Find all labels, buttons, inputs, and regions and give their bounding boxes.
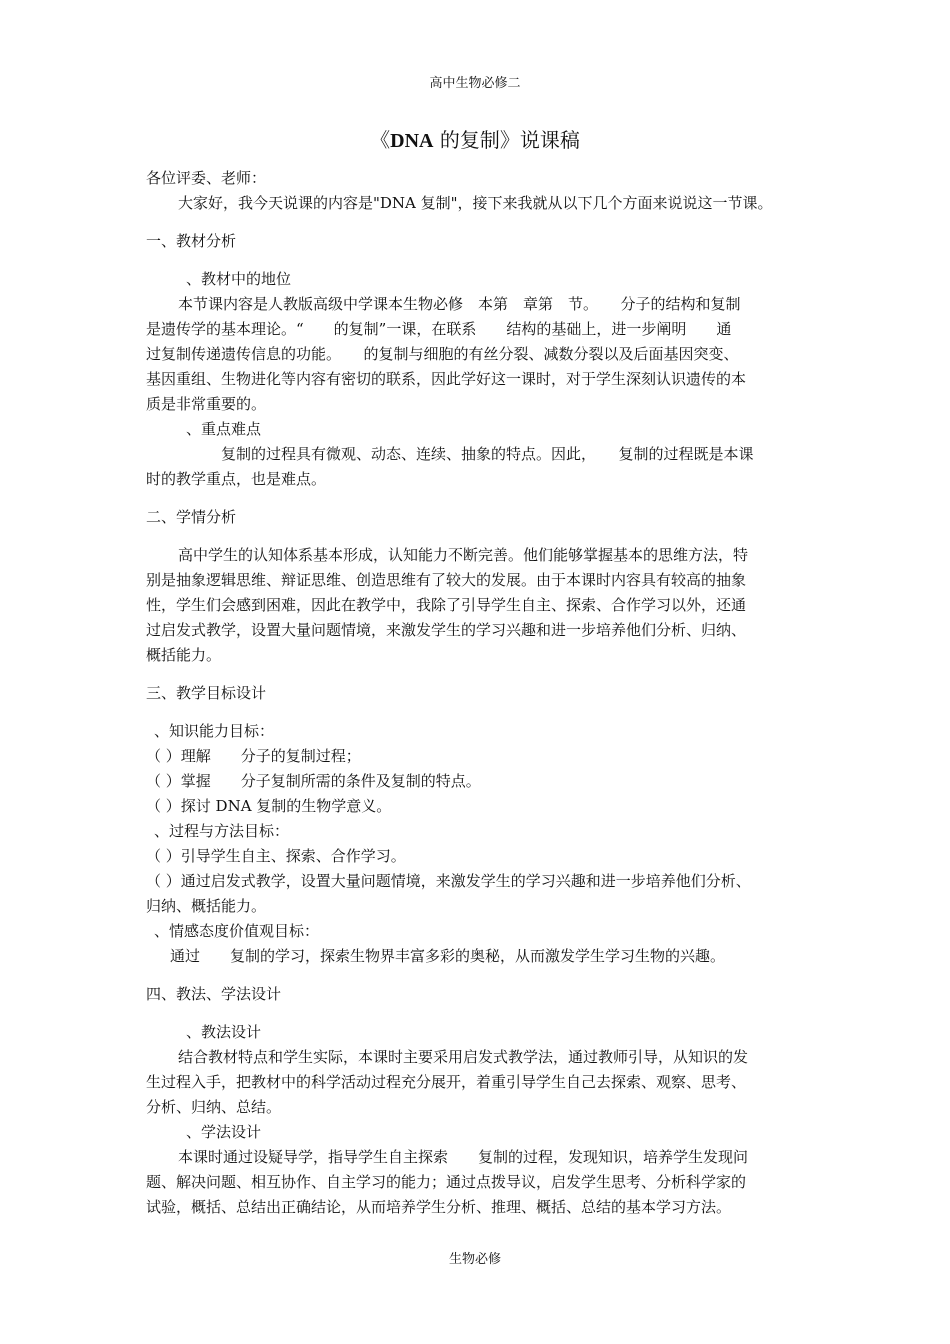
goal-item: （ ）探讨 DNA 复制的生物学意义。	[146, 797, 392, 815]
title-open: 《	[370, 128, 391, 152]
goal-item: （ ）通过启发式教学，设置大量问题情境，来激发学生的学习兴趣和进一步培养他们分析、	[146, 872, 751, 890]
paragraph-line: 基因重组、生物进化等内容有密切的联系，因此学好这一课时，对于学生深刻认识遗传的本	[146, 370, 747, 388]
subsection-heading: 、学法设计	[186, 1123, 262, 1141]
paragraph-line: 本课时通过设疑导学，指导学生自主探索 复制的过程，发现知识，培养学生发现问	[178, 1148, 749, 1166]
intro-paragraph: 大家好，我今天说课的内容是"DNA 复制"，接下来我就从以下几个方面来说说这一节课。	[178, 194, 773, 212]
subsection-heading: 、重点难点	[186, 420, 262, 438]
paragraph-line: 是遗传学的基本理论。“ 的复制”一课，在联系 结构的基础上，进一步阐明 通	[146, 320, 732, 338]
goal-heading: 、知识能力目标：	[154, 722, 275, 740]
document-body	[146, 166, 810, 1220]
page-header: 高中生物必修二	[429, 76, 521, 91]
goal-item: 归纳、概括能力。	[146, 897, 267, 915]
subsection-heading: 、教材中的地位	[186, 270, 292, 288]
paragraph-line: 本节课内容是人教版高级中学课本生物必修 本第 章第 节。 分子的结构和复制	[178, 295, 741, 313]
paragraph-line: 概括能力。	[146, 646, 222, 664]
paragraph-line: 高中学生的认知体系基本形成，认知能力不断完善。他们能够掌握基本的思维方法，特	[178, 546, 749, 564]
section-heading: 四、教法、学法设计	[146, 985, 282, 1003]
goal-heading: 、过程与方法目标：	[154, 822, 290, 840]
paragraph-line: 试验，概括、总结出正确结论，从而培养学生分析、推理、概括、总结的基本学习方法。	[146, 1198, 732, 1216]
paragraph-line: 生过程入手，把教材中的科学活动过程充分展开，着重引导学生自己去探索、观察、思考、	[146, 1073, 747, 1091]
paragraph-line: 质是非常重要的。	[146, 395, 267, 413]
goal-item: （ ）掌握 分子复制所需的条件及复制的特点。	[146, 772, 481, 790]
title-dna: DNA	[390, 130, 434, 152]
page-footer: 生物必修	[448, 1252, 501, 1267]
paragraph-line: 题、解决问题、相互协作、自主学习的能力；通过点拨导议，启发学生思考、分析科学家的	[146, 1173, 747, 1191]
section-heading: 二、学情分析	[146, 508, 237, 526]
paragraph-line: 过复制传递遗传信息的功能。 的复制与细胞的有丝分裂、减数分裂以及后面基因突变、	[146, 345, 739, 363]
document-title	[0, 124, 950, 153]
greeting: 各位评委、老师：	[146, 169, 267, 187]
paragraph-line: 分析、归纳、总结。	[146, 1098, 282, 1116]
paragraph-line: 结合教材特点和学生实际，本课时主要采用启发式教学法，通过教师引导，从知识的发	[178, 1048, 749, 1066]
subsection-heading: 、教法设计	[186, 1023, 262, 1041]
goal-item: （ ）理解 分子的复制过程；	[146, 747, 361, 765]
paragraph-line: 性，学生们会感到困难，因此在教学中，我除了引导学生自主、探索、合作学习以外，还通	[146, 596, 747, 614]
title-rest: 的复制》说课稿	[433, 128, 580, 152]
goal-item: 通过 复制的学习，探索生物界丰富多彩的奥秘，从而激发学生学习生物的兴趣。	[170, 947, 726, 965]
goal-item: （ ）引导学生自主、探索、合作学习。	[146, 847, 406, 865]
paragraph-line: 别是抽象逻辑思维、辩证思维、创造思维有了较大的发展。由于本课时内容具有较高的抽象	[146, 571, 747, 589]
paragraph-line: 过启发式教学，设置大量问题情境，来激发学生的学习兴趣和进一步培养他们分析、归纳、	[146, 621, 747, 639]
section-heading: 三、教学目标设计	[146, 684, 267, 702]
paragraph-line: 复制的过程具有微观、动态、连续、抽象的特点。因此， 复制的过程既是本课	[206, 445, 754, 463]
paragraph-line: 时的教学重点，也是难点。	[146, 470, 327, 488]
section-heading: 一、教材分析	[146, 232, 237, 250]
goal-heading: 、情感态度价值观目标：	[154, 922, 320, 940]
